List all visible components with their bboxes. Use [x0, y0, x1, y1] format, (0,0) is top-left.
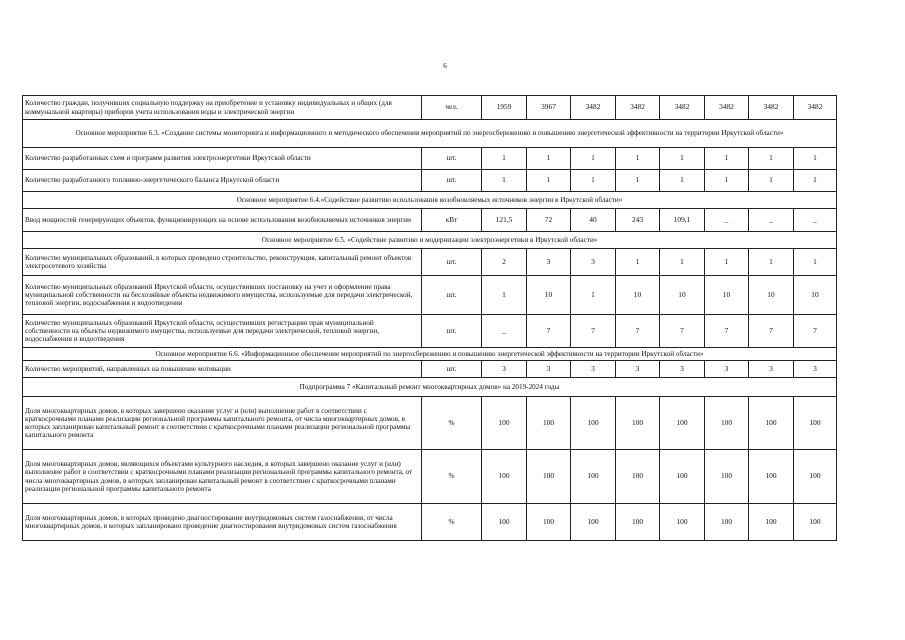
value-cell: 100 [482, 504, 527, 541]
value-cell: 1 [794, 249, 837, 276]
value-cell: 100 [660, 450, 705, 504]
value-cell: 100 [794, 450, 837, 504]
value-cell: 1959 [482, 96, 527, 120]
value-cell: 3 [571, 249, 616, 276]
section-row [23, 232, 837, 249]
unit-cell: шт. [422, 148, 482, 170]
value-cell: 40 [571, 209, 616, 232]
value-cell: 100 [705, 504, 749, 541]
value-cell: 1 [527, 148, 571, 170]
unit-cell: % [422, 504, 482, 541]
value-cell: 7 [660, 315, 705, 348]
indicator-label: Доля многоквартирных домов, в которых проведено диагностирование внутридомовых систем газоснабжения, от числа многоквартирных домов, в которых запланировано проведение диагностирования внутридомовых систем газоснабжения [23, 504, 422, 541]
page-number: 6 [443, 62, 447, 70]
section-heading: Основное мероприятие 6.5. «Содействие развитию и модернизации электроэнергетики в Иркутской области» [23, 232, 837, 249]
value-cell: 100 [527, 504, 571, 541]
value-cell: 100 [660, 397, 705, 450]
value-cell: 3 [794, 361, 837, 378]
value-cell: 1 [660, 148, 705, 170]
value-cell: 7 [571, 315, 616, 348]
value-cell: 1 [482, 276, 527, 315]
value-cell: 3482 [794, 96, 837, 120]
value-cell: 100 [794, 504, 837, 541]
value-cell: 7 [616, 315, 660, 348]
value-cell: 100 [482, 397, 527, 450]
table-row [23, 249, 837, 276]
value-cell: 1 [482, 148, 527, 170]
value-cell: 109,1 [660, 209, 705, 232]
table-row [23, 450, 837, 504]
value-cell: 1 [705, 249, 749, 276]
indicator-label: Количество мероприятий, направленных на повышение мотивации [23, 361, 422, 378]
section-row [23, 120, 837, 148]
unit-cell: шт. [422, 315, 482, 348]
value-cell: 100 [571, 397, 616, 450]
value-cell: 1 [616, 170, 660, 192]
value-cell: 1 [571, 148, 616, 170]
value-cell: 1 [660, 249, 705, 276]
value-cell: 7 [705, 315, 749, 348]
value-cell: 2 [482, 249, 527, 276]
unit-cell: шт. [422, 276, 482, 315]
indicator-label: Доля многоквартирных домов, в которых завершено оказание услуг и (или) выполнение работ в соответствии с краткосрочными планами реализации региональной программы капитального ремонта, от числа многоквартирных домов, в которых запланирован капитальный ремонт в соответствии с краткосрочными планами реализации региональной программы капитального ремонта [23, 397, 422, 450]
value-cell: _ [705, 209, 749, 232]
value-cell: 3 [616, 361, 660, 378]
value-cell: 100 [749, 450, 794, 504]
value-cell: 3 [705, 361, 749, 378]
unit-cell: % [422, 397, 482, 450]
table-row [23, 361, 837, 378]
table-row [23, 397, 837, 450]
value-cell: 100 [705, 450, 749, 504]
value-cell: 100 [527, 450, 571, 504]
value-cell: 1 [571, 276, 616, 315]
value-cell: 100 [616, 450, 660, 504]
value-cell: 3 [527, 249, 571, 276]
value-cell: 1 [482, 170, 527, 192]
section-heading: Основное мероприятие 6.4.«Содействие развитию использования возобновляемых источников энергии в Иркутской области» [23, 192, 837, 209]
value-cell: 3 [571, 361, 616, 378]
section-row [23, 192, 837, 209]
indicator-label: Доля многоквартирных домов, являющихся объектами культурного наследия, в которых завершено оказание услуг и (или) выполнение работ в соответствии с краткосрочными планами реализации региональной программы капитального ремонта, от числа многоквартирных домов, в которых запланирован капитальный ремонт в соответствии с краткосрочными планами реализации региональной программы капитального ремонта [23, 450, 422, 504]
section-row [23, 348, 837, 361]
value-cell: 1 [616, 249, 660, 276]
value-cell: 100 [660, 504, 705, 541]
value-cell: 10 [705, 276, 749, 315]
value-cell: 100 [749, 504, 794, 541]
value-cell: 1 [749, 249, 794, 276]
unit-cell: шт. [422, 249, 482, 276]
section-heading: Основное мероприятие 6.6. «Информационное обеспечение мероприятий по энергосбережению и повышению энергетической эффективности на территории Иркутской области» [23, 348, 837, 361]
value-cell: 3 [660, 361, 705, 378]
value-cell: 3482 [616, 96, 660, 120]
value-cell: 100 [482, 450, 527, 504]
value-cell: 1 [705, 170, 749, 192]
value-cell: 100 [571, 450, 616, 504]
unit-cell: кВт [422, 209, 482, 232]
section-row [23, 378, 837, 397]
value-cell: 100 [705, 397, 749, 450]
table-row [23, 504, 837, 541]
indicator-label: Количество разработанного топливно-энергетического баланса Иркутской области [23, 170, 422, 192]
value-cell: 10 [660, 276, 705, 315]
table-row [23, 170, 837, 192]
section-heading: Основное мероприятие 6.3. «Создание системы мониторинга и информационного и методического обеспечения мероприятий по энергосбережению и повышению энергетической эффективности на территории Иркутской области» [23, 120, 837, 148]
value-cell: 1 [571, 170, 616, 192]
value-cell: 7 [794, 315, 837, 348]
value-cell: 243 [616, 209, 660, 232]
value-cell: 121,5 [482, 209, 527, 232]
value-cell: 1 [660, 170, 705, 192]
value-cell: 1 [749, 148, 794, 170]
value-cell: 100 [571, 504, 616, 541]
value-cell: 10 [616, 276, 660, 315]
value-cell: 100 [616, 397, 660, 450]
value-cell: 7 [527, 315, 571, 348]
section-heading: Подпрограмма 7 «Капитальный ремонт многоквартирных домов» на 2019-2024 годы [23, 378, 837, 397]
value-cell: 10 [794, 276, 837, 315]
indicator-label: Количество разработанных схем и программ развития электроэнергетики Иркутской области [23, 148, 422, 170]
value-cell: 1 [527, 170, 571, 192]
indicator-label: Количество муниципальных образований Иркутской области, осуществивших регистрацию прав муниципальной собственности на объекты недвижимого имущества, используемые для передачи электрической, тепловой энергии, водоснабжения и водоотведения [23, 315, 422, 348]
value-cell: 3482 [571, 96, 616, 120]
value-cell: 3967 [527, 96, 571, 120]
unit-cell: % [422, 450, 482, 504]
value-cell: 1 [705, 148, 749, 170]
table-row [23, 148, 837, 170]
value-cell: 1 [616, 148, 660, 170]
value-cell: 100 [749, 397, 794, 450]
value-cell: 100 [616, 504, 660, 541]
value-cell: _ [482, 315, 527, 348]
value-cell: 3 [749, 361, 794, 378]
value-cell: _ [794, 209, 837, 232]
value-cell: 3 [527, 361, 571, 378]
table-row [23, 209, 837, 232]
indicator-label: Количество муниципальных образований, в которых проведено строительство, реконструкция, капитальный ремонт объектов электросетевого хозяйства [23, 249, 422, 276]
value-cell: 100 [527, 397, 571, 450]
value-cell: 7 [749, 315, 794, 348]
value-cell: 1 [794, 148, 837, 170]
value-cell: 100 [794, 397, 837, 450]
value-cell: 1 [749, 170, 794, 192]
unit-cell: шт. [422, 170, 482, 192]
unit-cell: чел. [422, 96, 482, 120]
table-row [23, 276, 837, 315]
value-cell: 3 [482, 361, 527, 378]
value-cell: 3482 [660, 96, 705, 120]
value-cell: 3482 [749, 96, 794, 120]
value-cell: _ [749, 209, 794, 232]
value-cell: 1 [794, 170, 837, 192]
unit-cell: шт. [422, 361, 482, 378]
value-cell: 72 [527, 209, 571, 232]
value-cell: 3482 [705, 96, 749, 120]
indicator-label: Количество муниципальных образований Иркутской области, осуществивших постановку на учет и оформление права муниципальной собственности на бесхозяйные объекты недвижимого имущества, используемые для передачи электрической, тепловой энергии, водоснабжения и водоотведения [23, 276, 422, 315]
indicator-label: Ввод мощностей генерирующих объектов, функционирующих на основе использования возобновляемых источников энергии [23, 209, 422, 232]
table-row [23, 315, 837, 348]
indicators-table [22, 95, 837, 541]
value-cell: 10 [527, 276, 571, 315]
indicator-label: Количество граждан, получивших социальную поддержку на приобретение и установку индивидуальных и общих (для коммунальной квартиры) приборов учета использования воды и электрической энергии [23, 96, 422, 120]
table-row [23, 96, 837, 120]
value-cell: 10 [749, 276, 794, 315]
